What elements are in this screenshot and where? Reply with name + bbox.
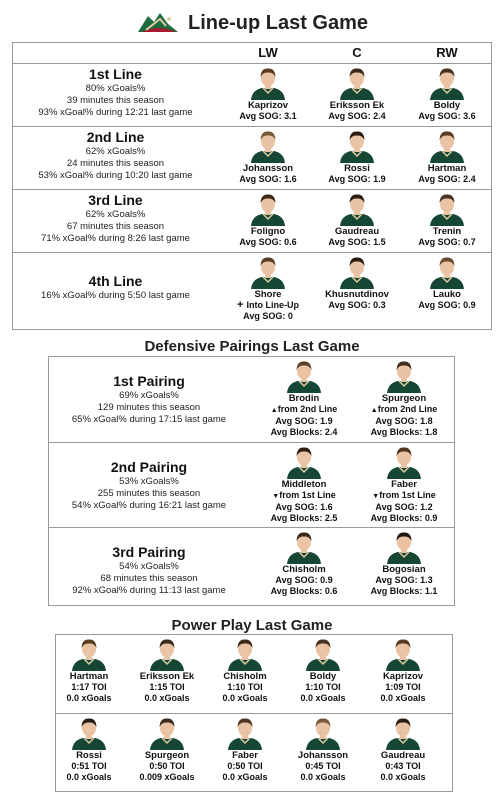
line-stat: 62% xGoals%: [85, 146, 146, 157]
column-header-lw: LW: [258, 45, 278, 60]
player-name: Foligno: [250, 226, 286, 237]
player-name: Hartman: [427, 163, 467, 174]
line-stat: 39 minutes this season: [66, 95, 165, 106]
player-name: Middleton: [281, 479, 327, 490]
player-xgoals: 0.0 xGoals: [300, 772, 346, 782]
player-name: Rossi: [76, 750, 102, 761]
player-sog: Avg SOG: 3.6: [418, 111, 476, 121]
powerplay-unit-row: [56, 635, 452, 713]
player-name: Kaprizov: [247, 100, 289, 111]
defense-pair-row: [49, 527, 454, 606]
player-name: Lauko: [433, 289, 461, 300]
line-stat: 62% xGoals%: [85, 209, 146, 220]
player-sog: Avg SOG: 1.9: [328, 174, 386, 184]
pair-name: 2nd Pairing: [110, 459, 188, 475]
player-headshot: [384, 445, 424, 479]
player-blocks: Avg Blocks: 1.8: [370, 427, 438, 437]
player-sog: Avg SOG: 1.3: [375, 575, 433, 585]
pairing-change: [259, 404, 349, 416]
defense-pairings-table: [48, 356, 455, 606]
player-card[interactable]: [312, 255, 402, 311]
line-summary: [13, 273, 218, 302]
player-name: Trenin: [432, 226, 462, 237]
player-name: Khusnutdinov: [325, 289, 389, 300]
pairing-change: [359, 404, 449, 416]
wild-logo-icon: [136, 10, 180, 36]
player-headshot: [147, 716, 187, 750]
player-card[interactable]: [127, 716, 207, 783]
player-card[interactable]: [49, 637, 129, 704]
player-xgoals: 0.0 xGoals: [222, 772, 268, 782]
player-blocks: Avg Blocks: 0.6: [270, 586, 338, 596]
player-headshot: [384, 359, 424, 393]
pairing-change: [259, 490, 349, 502]
player-card[interactable]: [259, 530, 349, 597]
pair-summary: [49, 373, 249, 426]
player-toi: 1:15 TOI: [149, 682, 185, 692]
arrow-up-icon: ▲: [270, 407, 278, 414]
player-xgoals: 0.0 xGoals: [66, 693, 112, 703]
powerplay-section-title: Power Play Last Game: [171, 617, 333, 634]
player-name: Faber: [391, 479, 417, 490]
player-headshot: [69, 716, 109, 750]
player-headshot: [248, 66, 288, 100]
player-name: Eriksson Ek: [139, 671, 195, 682]
player-toi: 0:50 TOI: [227, 761, 263, 771]
player-card[interactable]: [49, 716, 129, 783]
player-card[interactable]: [359, 359, 449, 438]
pair-stat: 54% xGoal% during 16:21 last game: [71, 500, 227, 511]
player-toi: 0:50 TOI: [149, 761, 185, 771]
player-toi: 1:17 TOI: [71, 682, 107, 692]
player-name: Boldy: [433, 100, 461, 111]
player-headshot: [427, 129, 467, 163]
player-card[interactable]: [312, 192, 402, 248]
player-toi: 1:10 TOI: [227, 682, 263, 692]
player-xgoals: 0.009 xGoals: [139, 772, 195, 782]
player-card[interactable]: [223, 255, 313, 322]
player-card[interactable]: [205, 716, 285, 783]
forward-line-row: [13, 252, 491, 329]
player-card[interactable]: [359, 530, 449, 597]
player-headshot: [303, 637, 343, 671]
player-name: Johansson: [297, 750, 349, 761]
player-headshot: [337, 129, 377, 163]
pair-summary: [49, 544, 249, 597]
player-headshot: [337, 255, 377, 289]
pairing-change-text: from 1st Line: [379, 490, 436, 500]
player-headshot: [225, 637, 265, 671]
player-card[interactable]: [363, 637, 443, 704]
player-sog: Avg SOG: 1.6: [275, 502, 333, 512]
player-headshot: [427, 192, 467, 226]
line-stat: 16% xGoal% during 5:50 last game: [41, 290, 190, 301]
player-sog: Avg SOG: 2.4: [418, 174, 476, 184]
player-name: Rossi: [344, 163, 370, 174]
player-sog: Avg SOG: 0.3: [328, 300, 386, 310]
arrow-down-icon: ▼: [372, 493, 380, 500]
player-sog: Avg SOG: 1.8: [375, 416, 433, 426]
player-xgoals: 0.0 xGoals: [300, 693, 346, 703]
line-summary: [13, 66, 218, 119]
player-headshot: [284, 359, 324, 393]
forward-line-row: [13, 63, 491, 126]
player-sog: Avg SOG: 0.6: [239, 237, 297, 247]
player-name: Shore: [254, 289, 282, 300]
player-headshot: [427, 255, 467, 289]
player-name: Boldy: [309, 671, 337, 682]
player-card[interactable]: [312, 66, 402, 122]
page-title: Line-up Last Game: [187, 11, 369, 34]
player-card[interactable]: [259, 359, 349, 438]
pair-stat: 65% xGoal% during 17:15 last game: [71, 414, 227, 425]
player-card[interactable]: [283, 716, 363, 783]
line-stat: 93% xGoal% during 12:21 last game: [38, 107, 193, 118]
arrow-up-icon: ▲: [370, 407, 378, 414]
pairing-change-text: from 1st Line: [279, 490, 336, 500]
line-stat: 71% xGoal% during 8:26 last game: [41, 233, 190, 244]
defense-pair-row: [49, 357, 454, 442]
player-card[interactable]: [363, 716, 443, 783]
line-name: 3rd Line: [88, 192, 143, 208]
player-card[interactable]: [402, 255, 492, 311]
player-card[interactable]: [127, 637, 207, 704]
player-name: Faber: [232, 750, 258, 761]
player-toi: 1:10 TOI: [305, 682, 341, 692]
player-headshot: [248, 192, 288, 226]
player-name: Brodin: [288, 393, 320, 404]
line-stat: 53% xGoal% during 10:20 last game: [38, 170, 193, 181]
forward-line-row: [13, 126, 491, 189]
player-card[interactable]: [283, 637, 363, 704]
player-blocks: Avg Blocks: 0.9: [370, 513, 438, 523]
player-name: Bogosian: [382, 564, 426, 575]
forward-lines-table: [12, 42, 492, 330]
powerplay-table: [55, 634, 453, 792]
player-blocks: Avg Blocks: 2.5: [270, 513, 338, 523]
pair-name: 3rd Pairing: [112, 544, 186, 560]
player-headshot: [248, 129, 288, 163]
player-card[interactable]: [402, 66, 492, 122]
player-name: Spurgeon: [381, 393, 427, 404]
player-headshot: [284, 445, 324, 479]
line-stat: 80% xGoals%: [85, 83, 146, 94]
pair-stat: 92% xGoal% during 11:13 last game: [72, 585, 226, 596]
player-card[interactable]: [312, 129, 402, 185]
player-sog: Avg SOG: 1.9: [275, 416, 333, 426]
plus-icon: +: [237, 299, 247, 311]
player-name: Hartman: [69, 671, 109, 682]
line-summary: [13, 192, 218, 245]
player-sog: Avg SOG: 1.5: [328, 237, 386, 247]
pair-stat: 53% xGoals%: [119, 476, 179, 487]
line-name: 2nd Line: [86, 129, 145, 145]
player-sog: Avg SOG: 3.1: [239, 111, 297, 121]
player-headshot: [337, 66, 377, 100]
player-headshot: [284, 530, 324, 564]
player-headshot: [383, 716, 423, 750]
player-sog: Avg SOG: 0.9: [418, 300, 476, 310]
player-headshot: [303, 716, 343, 750]
player-headshot: [147, 637, 187, 671]
pair-stat: 69% xGoals%: [119, 390, 179, 401]
player-card[interactable]: [223, 66, 313, 122]
player-sog: Avg SOG: 1.6: [239, 174, 297, 184]
powerplay-unit-row: [56, 713, 452, 791]
player-toi: 1:09 TOI: [385, 682, 421, 692]
player-toi: 0:51 TOI: [71, 761, 107, 771]
player-headshot: [384, 530, 424, 564]
forward-line-row: [13, 189, 491, 252]
player-xgoals: 0.0 xGoals: [380, 772, 426, 782]
player-headshot: [225, 716, 265, 750]
player-headshot: [248, 255, 288, 289]
player-blocks: Avg Blocks: 1.1: [370, 586, 438, 596]
player-headshot: [427, 66, 467, 100]
player-card[interactable]: [259, 445, 349, 524]
arrow-down-icon: ▼: [272, 493, 280, 500]
player-headshot: [337, 192, 377, 226]
line-stat: 24 minutes this season: [66, 158, 165, 169]
pair-summary: [49, 459, 249, 512]
player-headshot: [383, 637, 423, 671]
player-card[interactable]: [223, 129, 313, 185]
player-card[interactable]: [359, 445, 449, 524]
player-card[interactable]: [402, 129, 492, 185]
player-toi: 0:43 TOI: [385, 761, 421, 771]
player-card[interactable]: [402, 192, 492, 248]
player-sog: Avg SOG: 1.2: [375, 502, 433, 512]
player-name: Spurgeon: [144, 750, 190, 761]
player-name: Chisholm: [282, 564, 326, 575]
defense-pair-row: [49, 442, 454, 527]
player-card[interactable]: [205, 637, 285, 704]
pairing-change: [359, 490, 449, 502]
page-header: [0, 10, 504, 36]
line-name: 1st Line: [89, 66, 142, 82]
line-name: 4th Line: [88, 273, 143, 289]
line-summary: [13, 129, 218, 182]
player-headshot: [69, 637, 109, 671]
pair-name: 1st Pairing: [113, 373, 185, 389]
player-name: Gaudreau: [334, 226, 380, 237]
column-header-rw: RW: [436, 45, 458, 60]
pair-stat: 129 minutes this season: [97, 402, 201, 413]
player-name: Eriksson Ek: [329, 100, 385, 111]
player-sog: Avg SOG: 0.9: [275, 575, 333, 585]
player-name: Chisholm: [223, 671, 267, 682]
pair-stat: 255 minutes this season: [97, 488, 201, 499]
player-toi: 0:45 TOI: [305, 761, 341, 771]
player-xgoals: 0.0 xGoals: [66, 772, 112, 782]
defense-section-title: Defensive Pairings Last Game: [144, 338, 360, 355]
player-name: Gaudreau: [380, 750, 426, 761]
pairing-change-text: from 2nd Line: [277, 404, 338, 414]
lineup-change: [223, 300, 313, 311]
player-xgoals: 0.0 xGoals: [222, 693, 268, 703]
player-sog: Avg SOG: 0.7: [418, 237, 476, 247]
line-stat: 67 minutes this season: [66, 221, 165, 232]
player-name: Kaprizov: [382, 671, 424, 682]
player-xgoals: 0.0 xGoals: [144, 693, 190, 703]
pair-stat: 54% xGoals%: [119, 561, 179, 572]
pair-stat: 68 minutes this season: [100, 573, 198, 584]
player-name: Johansson: [242, 163, 294, 174]
player-sog: Avg SOG: 2.4: [328, 111, 386, 121]
player-blocks: Avg Blocks: 2.4: [270, 427, 338, 437]
lineup-change-text: Into Line-Up: [246, 300, 299, 310]
column-header-c: C: [352, 45, 362, 60]
player-card[interactable]: [223, 192, 313, 248]
player-xgoals: 0.0 xGoals: [380, 693, 426, 703]
player-sog: Avg SOG: 0: [243, 311, 293, 321]
pairing-change-text: from 2nd Line: [377, 404, 438, 414]
